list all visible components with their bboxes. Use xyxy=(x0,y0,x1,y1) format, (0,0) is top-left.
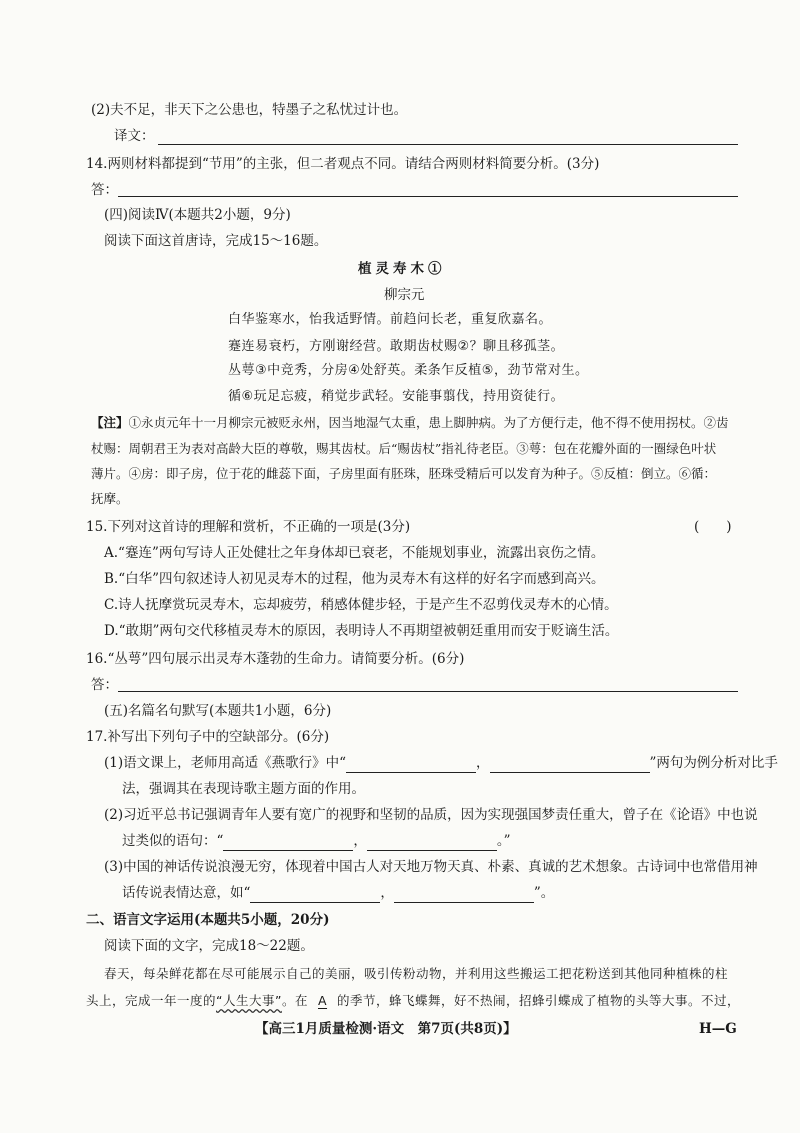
q17-blank-6[interactable] xyxy=(394,888,534,903)
q17-item2-text: 过类似的语句：“ xyxy=(122,833,224,849)
q16-answer-label: 答： xyxy=(91,677,118,693)
q17-item-2-cont xyxy=(122,833,511,851)
q17-item3-text: 话传说表情达意，如“ xyxy=(122,885,251,901)
poem-line: 白华鉴寒水，怡我适野情。前趋问长老，重复欣嘉名。 xyxy=(228,312,553,327)
q16-question: 16.“丛萼”四句展示出灵寿木蓬勃的生命力。请简要分析。(6分) xyxy=(86,651,465,667)
notes-line-1 xyxy=(91,415,729,431)
part2-instruction: 阅读下面的文字，完成18～22题。 xyxy=(104,938,314,954)
para-text: 。在 xyxy=(281,993,308,1008)
q17-item2-comma: ， xyxy=(353,833,367,849)
q15-option-a: A.“蹇连”两句写诗人正处健壮之年身体却已衰老，不能规划事业，流露出哀伤之情。 xyxy=(104,545,605,561)
part2-heading: 二、语言文字运用(本题共5小题，20分) xyxy=(86,912,330,928)
q17-item3-end: ”。 xyxy=(533,885,555,901)
q15-answer-paren[interactable]: ( ) xyxy=(694,519,732,535)
footer-code: H—G xyxy=(699,1021,737,1037)
q17-blank-3[interactable] xyxy=(223,836,353,851)
q14-answer-line xyxy=(118,196,738,197)
section4-heading: (四)阅读Ⅳ(本题共2小题，9分) xyxy=(104,207,291,223)
notes-line-4: 抚摩。 xyxy=(91,491,129,506)
q17-item-2: (2)习近平总书记强调青年人要有宽广的视野和坚韧的品质，因为实现强国梦责任重大，曾子在《论语》中也说 xyxy=(104,807,758,823)
q17-blank-1[interactable] xyxy=(346,758,476,773)
q17-blank-5[interactable] xyxy=(250,888,380,903)
notes-line-3: 薄片。④房：即子房，位于花的雌蕊下面，子房里面有胚珠，胚珠受精后可以发育为种子。⑤反植：倒立。⑥循： xyxy=(91,466,717,481)
q17-question: 17.补写出下列句子中的空缺部分。(6分) xyxy=(86,729,330,745)
wavy-underlined-phrase: “人生大事” xyxy=(216,993,282,1008)
part2-paragraph-line-1: 春天，每朵鲜花都在尽可能展示自己的美丽，吸引传粉动物，并利用这些搬运工把花粉送到其他同种植株的柱 xyxy=(104,966,729,981)
q17-blank-4[interactable] xyxy=(367,836,497,851)
notes-line-2: 杖赐：周朝君王为表对高龄大臣的尊敬，赐其齿杖。后“赐齿杖”指礼待老臣。③萼：包在花瓣外面的一圈绿色叶状 xyxy=(91,441,717,456)
q17-item-3: (3)中国的神话传说浪漫无穷，体现着中国古人对天地万物天真、朴素、真诚的艺术想象。古诗词中也常借用神 xyxy=(104,859,758,875)
translation-answer-line xyxy=(158,144,738,145)
poem-line: 蹇连易衰朽，方刚谢经营。敢期齿杖赐②？聊且移孤茎。 xyxy=(228,339,565,354)
q17-item-1-cont: 法，强调其在表现诗歌主题方面的作用。 xyxy=(122,781,365,797)
section4-instruction: 阅读下面这首唐诗，完成15～16题。 xyxy=(104,233,328,249)
q17-item2-end: 。” xyxy=(496,833,511,849)
notes-text: ①永贞元年十一月柳宗元被贬永州，因当地湿气太重，患上脚肿病。为了方便行走，他不得不使用拐杖。②齿 xyxy=(128,415,729,430)
q17-item1-text: (1)语文课上，老师用高适《燕歌行》中“ xyxy=(104,755,347,771)
q17-blank-2[interactable] xyxy=(490,758,650,773)
para-text: 的季节，蜂飞蝶舞，好不热闹，招蜂引蝶成了植物的头等大事。不过， xyxy=(337,993,741,1008)
notes-label: 【注】 xyxy=(91,415,129,430)
translation-label: 译文： xyxy=(114,128,155,144)
poem-line: 丛萼③中竞秀，分房④处舒英。柔条乍反植⑤，劲节常对生。 xyxy=(228,363,589,378)
poem-title: 植灵寿木① xyxy=(358,261,446,277)
page-footer: 【高三1月质量检测·语文 第7页(共8页)】 xyxy=(255,1021,517,1037)
q15-option-c: C.诗人抚摩赏玩灵寿木，忘却疲劳，稍感体健步轻，于是产生不忍剪伐灵寿木的心情。 xyxy=(104,597,618,613)
q15-option-d: D.“敢期”两句交代移植灵寿木的原因，表明诗人不再期望被朝廷重用而安于贬谪生活。 xyxy=(104,623,619,639)
blank-a[interactable]: A xyxy=(317,993,328,1008)
section5-heading: (五)名篇名句默写(本题共1小题，6分) xyxy=(104,703,332,719)
poem-line: 循⑥玩足忘疲，稍觉步武轻。安能事翦伐，持用资徒行。 xyxy=(228,389,565,404)
q17-item3-comma: ， xyxy=(380,885,394,901)
q17-item-1 xyxy=(104,755,778,773)
q17-item1-comma: ， xyxy=(476,755,490,771)
q15-option-b: B.“白华”四句叙述诗人初见灵寿木的过程，他为灵寿木有这样的好名字而感到高兴。 xyxy=(104,571,605,587)
q17-item1-text-b: ”两句为例分析对比手 xyxy=(649,755,778,771)
poem-author: 柳宗元 xyxy=(384,287,425,303)
part2-paragraph-line-2 xyxy=(86,993,740,1009)
q14-question: 14.两则材料都提到“节用”的主张，但二者观点不同。请结合两则材料简要分析。(3分) xyxy=(86,156,600,172)
q17-item-3-cont xyxy=(122,885,554,903)
q13-sentence-2: (2)夫不足，非天下之公患也，特墨子之私忧过计也。 xyxy=(91,102,408,118)
para-text: 头上，完成一年一度的 xyxy=(86,993,217,1008)
q14-answer-label: 答： xyxy=(91,182,118,198)
q16-answer-line xyxy=(118,691,738,692)
q15-question: 15.下列对这首诗的理解和赏析，不正确的一项是(3分) xyxy=(86,519,411,535)
